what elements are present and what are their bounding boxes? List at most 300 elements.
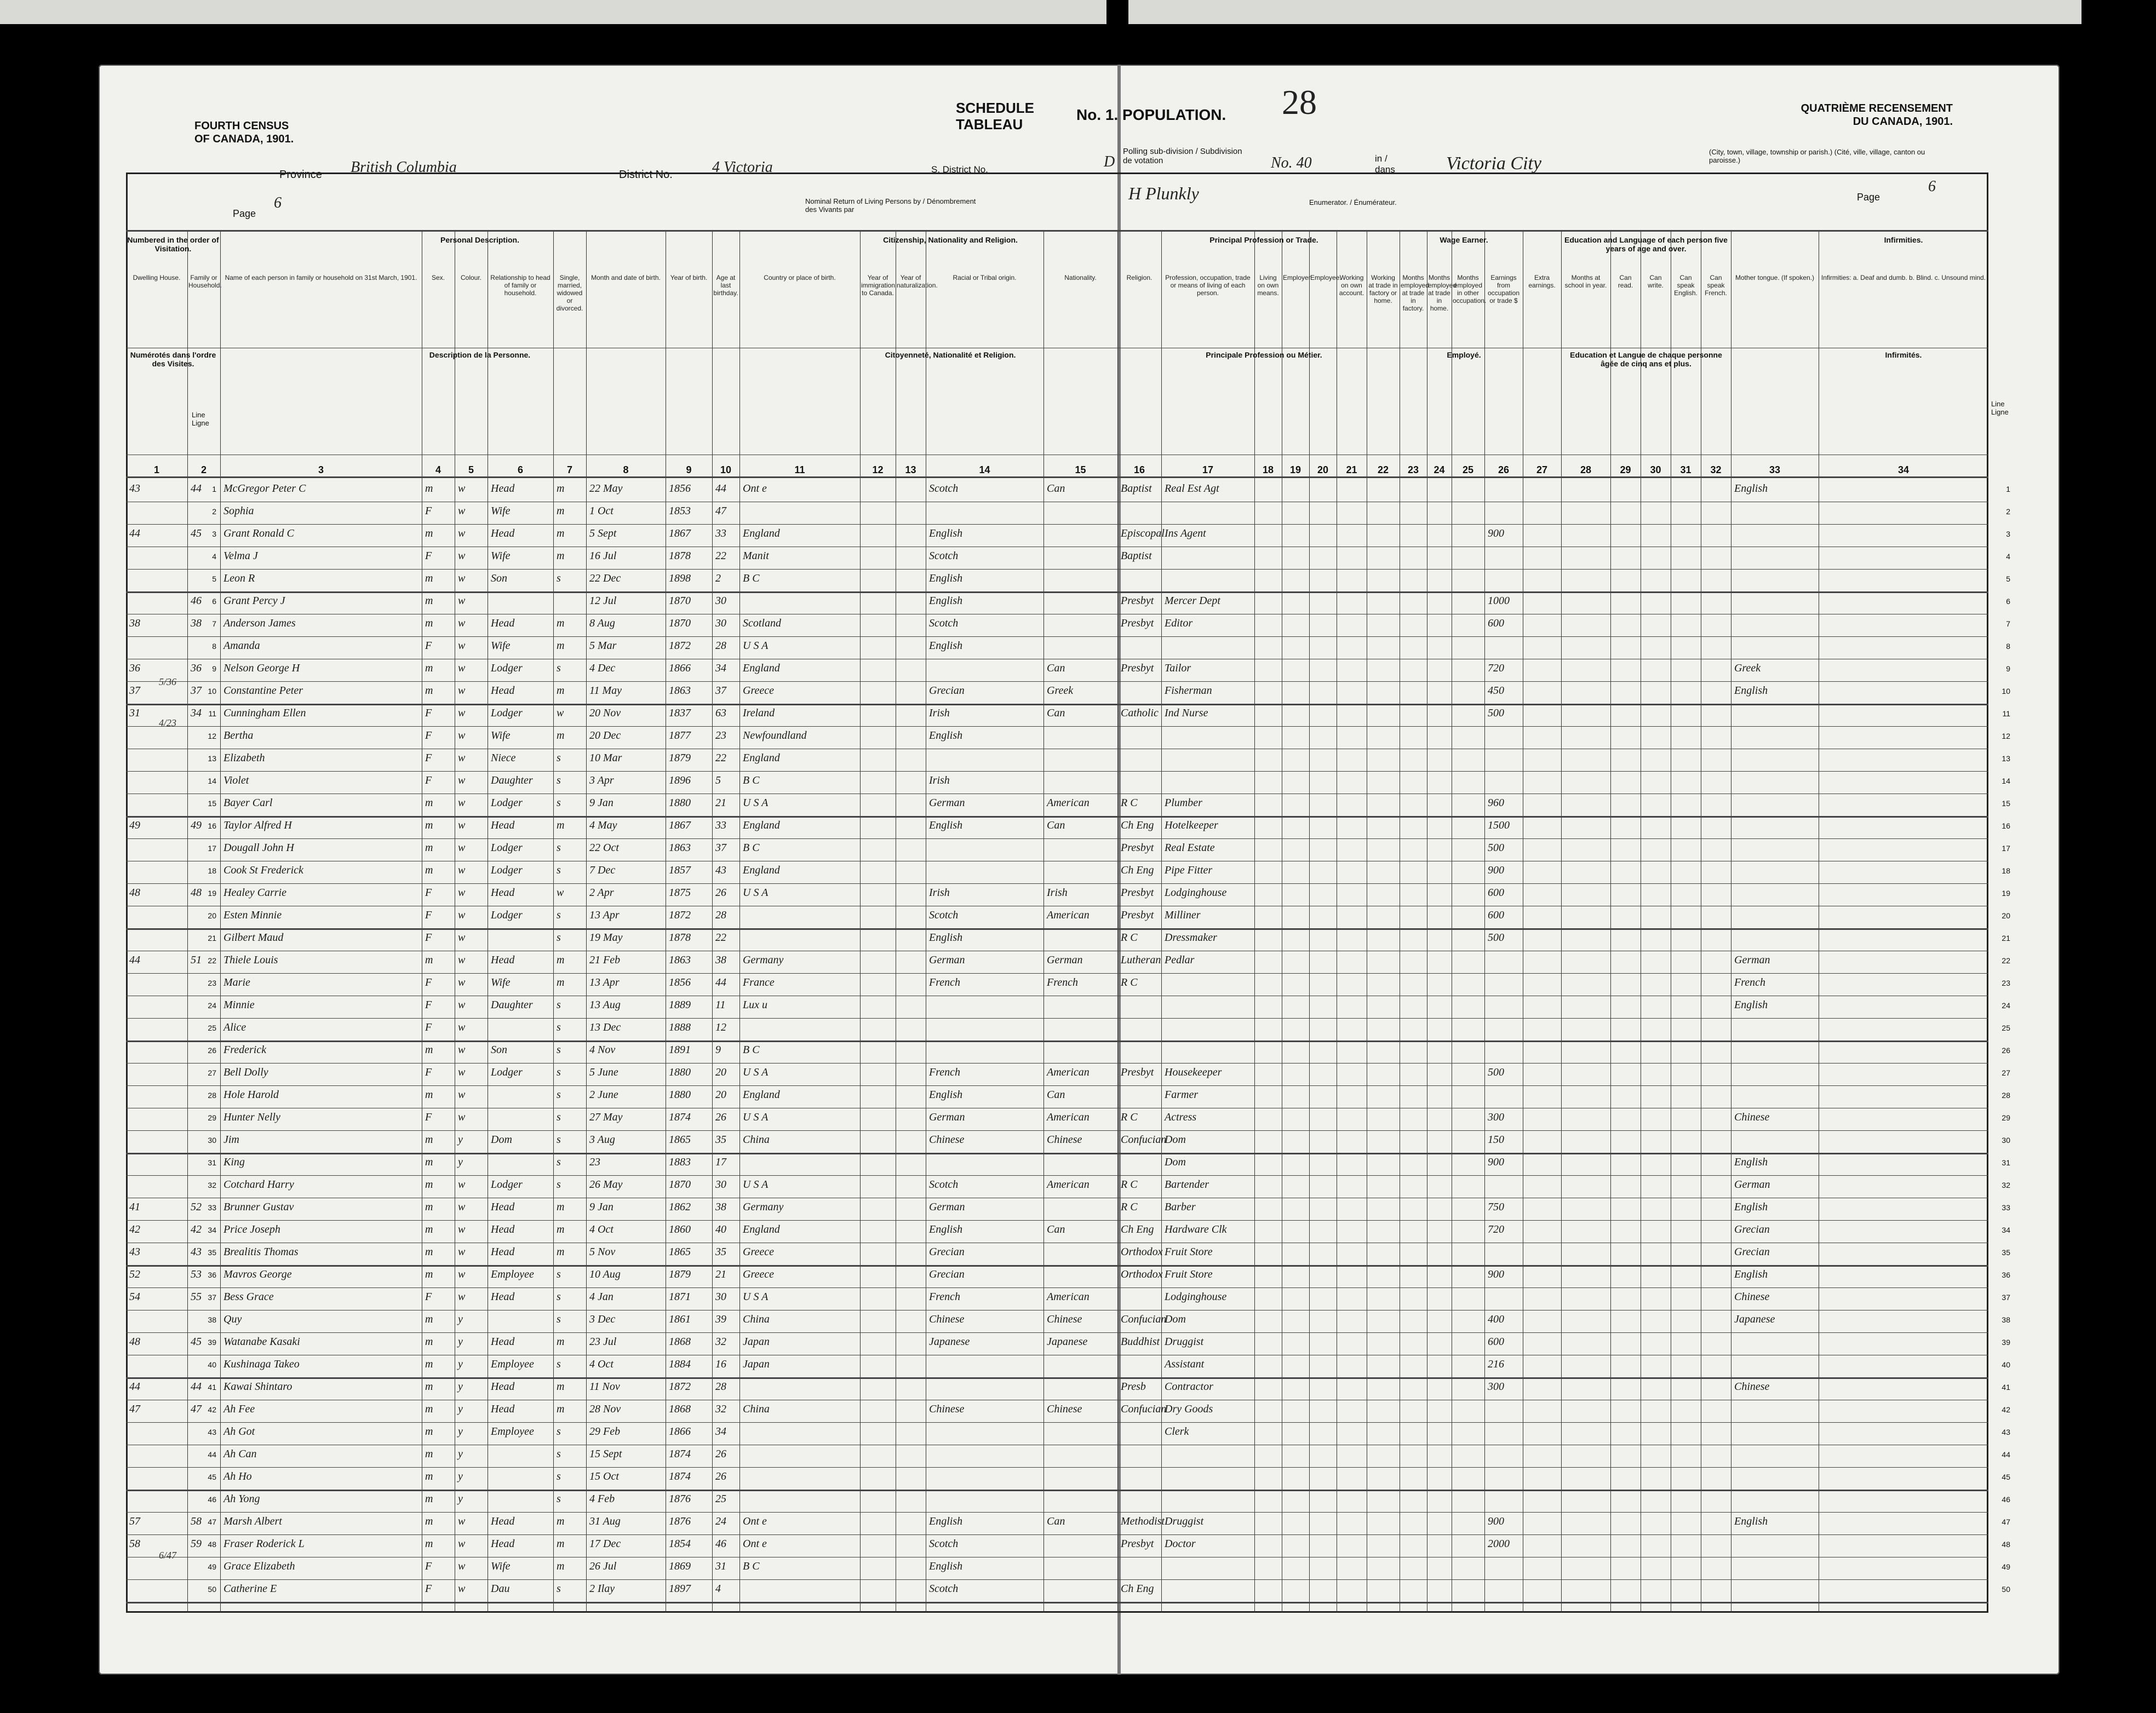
cell-colour: w xyxy=(458,1560,466,1572)
cell-occ: Druggist xyxy=(1165,1515,1204,1527)
column-number: 10 xyxy=(720,464,732,475)
line-number: 36 xyxy=(208,1271,216,1279)
cell-race: English xyxy=(929,1089,963,1101)
cell-status: m xyxy=(557,1246,565,1258)
cell-tongue: English xyxy=(1734,1201,1768,1213)
cell-name: Ah Ho xyxy=(223,1470,252,1482)
cell-rel: Daughter xyxy=(491,774,533,786)
cell-rel: Head xyxy=(491,819,515,831)
cell-fam: 46 xyxy=(191,595,202,607)
cell-name: Taylor Alfred H xyxy=(223,819,292,831)
cell-date: 9 Jan xyxy=(589,797,613,809)
cell-sex: m xyxy=(425,797,433,809)
column-number: 20 xyxy=(1317,464,1329,475)
cell-rel: Son xyxy=(491,572,507,584)
cell-sex: F xyxy=(425,1583,432,1595)
cell-sex: m xyxy=(425,1313,433,1325)
line-number: 1 xyxy=(2006,485,2010,493)
column-number: 3 xyxy=(318,464,324,475)
cell-colour: w xyxy=(458,527,466,539)
cell-year: 1891 xyxy=(669,1044,691,1056)
line-number: 22 xyxy=(2002,956,2010,965)
cell-colour: w xyxy=(458,932,466,944)
cell-year: 1861 xyxy=(669,1313,691,1325)
cell-house: 41 xyxy=(129,1201,140,1213)
column-rule xyxy=(553,230,554,1613)
line-number: 2 xyxy=(2006,507,2010,516)
cell-colour: w xyxy=(458,976,466,988)
cell-year: 1872 xyxy=(669,640,691,652)
cell-tongue: Grecian xyxy=(1734,1246,1770,1258)
cell-earn: 600 xyxy=(1488,1336,1504,1348)
cell-age: 47 xyxy=(715,505,726,517)
cell-relig: Presbyt xyxy=(1121,842,1154,854)
cell-fam: 47 xyxy=(191,1403,202,1415)
cell-age: 20 xyxy=(715,1089,726,1101)
cell-rel: Head xyxy=(491,482,515,495)
cell-age: 16 xyxy=(715,1358,726,1370)
line-number: 48 xyxy=(208,1540,216,1549)
line-number: 32 xyxy=(208,1181,216,1189)
cell-relig: Confucian xyxy=(1121,1313,1167,1325)
cell-colour: w xyxy=(458,1179,466,1191)
cell-nat: American xyxy=(1047,1111,1090,1123)
cell-sex: m xyxy=(425,1493,433,1505)
line-number: 36 xyxy=(2002,1271,2010,1279)
column-number: 6 xyxy=(517,464,523,475)
cell-date: 2 Apr xyxy=(589,887,614,899)
cell-age: 34 xyxy=(715,1425,726,1438)
cell-sex: m xyxy=(425,1201,433,1213)
cell-colour: w xyxy=(458,550,466,562)
cell-age: 26 xyxy=(715,1470,726,1482)
cell-status: s xyxy=(557,774,561,786)
cell-race: Scotch xyxy=(929,617,959,629)
cell-house: 57 xyxy=(129,1515,140,1527)
cell-age: 26 xyxy=(715,1448,726,1460)
schedule-label: SCHEDULE xyxy=(956,100,1035,116)
cell-race: Chinese xyxy=(929,1403,965,1415)
cell-colour: w xyxy=(458,1223,466,1235)
cell-age: 46 xyxy=(715,1538,726,1550)
line-number: 30 xyxy=(2002,1136,2010,1145)
cell-race: English xyxy=(929,819,963,831)
cell-colour: w xyxy=(458,1021,466,1033)
column-heading: Family or Household. xyxy=(188,274,222,289)
cell-name: Anderson James xyxy=(223,617,296,629)
cell-year: 1880 xyxy=(669,797,691,809)
cell-birth: U S A xyxy=(743,1179,769,1191)
cell-name: Catherine E xyxy=(223,1583,277,1595)
cell-age: 30 xyxy=(715,617,726,629)
row-rule xyxy=(126,928,1988,930)
line-number: 28 xyxy=(2002,1091,2010,1100)
column-number: 31 xyxy=(1680,464,1691,475)
cell-status: s xyxy=(557,1021,561,1033)
cell-birth: U S A xyxy=(743,887,769,899)
cell-age: 43 xyxy=(715,864,726,876)
cell-fam: 42 xyxy=(191,1223,202,1235)
cell-name: Hole Harold xyxy=(223,1089,279,1101)
cell-earn: 900 xyxy=(1488,864,1504,876)
cell-status: s xyxy=(557,1156,561,1168)
column-number: 27 xyxy=(1536,464,1548,475)
cell-rel: Son xyxy=(491,1044,507,1056)
cell-age: 35 xyxy=(715,1246,726,1258)
column-number: 21 xyxy=(1346,464,1357,475)
line-number: 43 xyxy=(208,1428,216,1436)
line-number: 11 xyxy=(208,709,216,718)
cell-year: 1872 xyxy=(669,1381,691,1393)
cell-year: 1866 xyxy=(669,662,691,674)
row-rule xyxy=(126,883,1988,884)
cell-race: Scotch xyxy=(929,909,959,921)
line-number: 33 xyxy=(2002,1203,2010,1212)
cell-nat: Can xyxy=(1047,1515,1065,1527)
cell-date: 29 Feb xyxy=(589,1425,621,1438)
cell-date: 21 Feb xyxy=(589,954,621,966)
line-number: 43 xyxy=(2002,1428,2010,1436)
cell-status: w xyxy=(557,707,564,719)
line-number: 38 xyxy=(2002,1315,2010,1324)
cell-sex: m xyxy=(425,595,433,607)
cell-status: s xyxy=(557,662,561,674)
enumerator-label: Enumerator. / Énumérateur. xyxy=(1309,198,1397,206)
cell-year: 1868 xyxy=(669,1403,691,1415)
cell-earn: 2000 xyxy=(1488,1538,1510,1550)
cell-name: Sophia xyxy=(223,505,254,517)
cell-status: m xyxy=(557,482,565,495)
column-number: 24 xyxy=(1433,464,1445,475)
cell-year: 1878 xyxy=(669,550,691,562)
cell-relig: R C xyxy=(1121,1201,1138,1213)
cell-name: Healey Carrie xyxy=(223,887,286,899)
cell-nat: German xyxy=(1047,954,1083,966)
cell-sex: m xyxy=(425,1403,433,1415)
cell-occ: Dom xyxy=(1165,1134,1186,1146)
cell-date: 10 Mar xyxy=(589,752,622,764)
column-number: 11 xyxy=(794,464,805,475)
cell-birth: Ireland xyxy=(743,707,775,719)
cell-tongue: Chinese xyxy=(1734,1381,1770,1393)
province-value: British Columbia xyxy=(351,159,457,176)
cell-date: 19 May xyxy=(589,932,623,944)
line-number: 24 xyxy=(2002,1001,2010,1010)
cell-rel: Wife xyxy=(491,976,511,988)
cell-occ: Contractor xyxy=(1165,1381,1213,1393)
line-number: 9 xyxy=(2006,664,2010,673)
line-number: 2 xyxy=(212,507,216,516)
cell-occ: Milliner xyxy=(1165,909,1201,921)
cell-birth: England xyxy=(743,819,780,831)
line-number: 20 xyxy=(2002,911,2010,920)
cell-sex: m xyxy=(425,1358,433,1370)
cell-fam: 59 xyxy=(191,1538,202,1550)
cell-status: s xyxy=(557,1111,561,1123)
cell-status: s xyxy=(557,1044,561,1056)
column-number: 28 xyxy=(1580,464,1592,475)
margin-note-1: 5/36 xyxy=(159,676,177,687)
cell-occ: Barber xyxy=(1165,1201,1196,1213)
row-rule xyxy=(126,704,1988,705)
line-number: 25 xyxy=(208,1024,216,1032)
cell-date: 15 Sept xyxy=(589,1448,622,1460)
column-number: 14 xyxy=(979,464,990,475)
cell-relig: Presb xyxy=(1121,1381,1146,1393)
line-number: 44 xyxy=(2002,1450,2010,1459)
cell-relig: R C xyxy=(1121,1111,1138,1123)
cell-age: 23 xyxy=(715,729,726,741)
cell-race: French xyxy=(929,976,961,988)
cell-colour: w xyxy=(458,1089,466,1101)
group-header-fr: Numérotés dans l'ordre des Visites. xyxy=(130,350,216,368)
cell-date: 4 Feb xyxy=(589,1493,615,1505)
line-number: 12 xyxy=(2002,732,2010,740)
cell-relig: Orthodox xyxy=(1121,1246,1163,1258)
cell-tongue: Chinese xyxy=(1734,1291,1770,1303)
cell-relig: Catholic xyxy=(1121,707,1159,719)
cell-name: Kushinaga Takeo xyxy=(223,1358,300,1370)
cell-race: French xyxy=(929,1066,961,1078)
row-rule xyxy=(126,591,1988,593)
cell-birth: Scotland xyxy=(743,617,781,629)
cell-birth: China xyxy=(743,1134,770,1146)
cell-occ: Dressmaker xyxy=(1165,932,1217,944)
row-rule xyxy=(126,1602,1988,1603)
cell-date: 11 Nov xyxy=(589,1381,620,1393)
column-number: 15 xyxy=(1075,464,1086,475)
cell-rel: Employee xyxy=(491,1358,534,1370)
cell-house: 49 xyxy=(129,819,140,831)
cell-date: 3 Aug xyxy=(589,1134,615,1146)
cell-earn: 400 xyxy=(1488,1313,1504,1325)
cell-status: s xyxy=(557,1089,561,1101)
cell-occ: Pedlar xyxy=(1165,954,1195,966)
cell-year: 1856 xyxy=(669,482,691,495)
cell-rel: Dom xyxy=(491,1134,512,1146)
line-number: 42 xyxy=(208,1405,216,1414)
group-header-fr: Infirmités. xyxy=(1885,350,1922,359)
row-rule xyxy=(126,1220,1988,1221)
cell-age: 22 xyxy=(715,932,726,944)
line-number: 45 xyxy=(2002,1473,2010,1481)
cell-birth: China xyxy=(743,1313,770,1325)
cell-birth: England xyxy=(743,527,780,539)
cell-age: 26 xyxy=(715,1111,726,1123)
cell-rel: Head xyxy=(491,1291,515,1303)
cell-house: 54 xyxy=(129,1291,140,1303)
line-number: 4 xyxy=(2006,552,2010,561)
cell-status: m xyxy=(557,617,565,629)
cell-status: s xyxy=(557,1066,561,1078)
cell-sex: F xyxy=(425,887,432,899)
cell-status: s xyxy=(557,1313,561,1325)
line-number: 7 xyxy=(2006,619,2010,628)
line-number: 47 xyxy=(208,1517,216,1526)
cell-sex: m xyxy=(425,617,433,629)
cell-name: Ah Got xyxy=(223,1425,255,1438)
row-rule xyxy=(126,230,1988,232)
column-number: 33 xyxy=(1769,464,1781,475)
cell-rel: Lodger xyxy=(491,662,523,674)
cell-status: m xyxy=(557,640,565,652)
cell-sex: m xyxy=(425,1538,433,1550)
cell-birth: England xyxy=(743,1089,780,1101)
cell-rel: Head xyxy=(491,1336,515,1348)
cell-race: French xyxy=(929,1291,961,1303)
cell-colour: w xyxy=(458,1246,466,1258)
cell-occ: Tailor xyxy=(1165,662,1191,674)
cell-status: m xyxy=(557,550,565,562)
cell-date: 3 Dec xyxy=(589,1313,616,1325)
cell-earn: 720 xyxy=(1488,1223,1504,1235)
cell-year: 1879 xyxy=(669,1268,691,1280)
group-header-fr: Employé. xyxy=(1447,350,1481,359)
line-number: 22 xyxy=(208,956,216,965)
cell-name: Frederick xyxy=(223,1044,267,1056)
cell-earn: 750 xyxy=(1488,1201,1504,1213)
column-number: 12 xyxy=(872,464,884,475)
cell-birth: England xyxy=(743,1223,780,1235)
line-number: 18 xyxy=(208,866,216,875)
line-number: 4 xyxy=(212,552,216,561)
cell-rel: Dau xyxy=(491,1583,510,1595)
line-number: 5 xyxy=(2006,574,2010,583)
cell-date: 13 Apr xyxy=(589,909,620,921)
cell-year: 1889 xyxy=(669,999,691,1011)
cell-occ: Ins Agent xyxy=(1165,527,1206,539)
row-rule xyxy=(126,1265,1988,1267)
cell-fam: 37 xyxy=(191,685,202,697)
cell-date: 9 Jan xyxy=(589,1201,613,1213)
cell-earn: 500 xyxy=(1488,842,1504,854)
cell-colour: w xyxy=(458,797,466,809)
cell-occ: Actress xyxy=(1165,1111,1197,1123)
column-heading: Year of naturalization. xyxy=(897,274,938,289)
line-number: 19 xyxy=(2002,889,2010,898)
district-value: 4 Victoria xyxy=(712,159,773,176)
cell-race: Grecian xyxy=(929,1246,965,1258)
cell-year: 1860 xyxy=(669,1223,691,1235)
cell-name: Watanabe Kasaki xyxy=(223,1336,300,1348)
group-header-en: Numbered in the order of Visitation. xyxy=(127,235,219,253)
column-number: 30 xyxy=(1650,464,1661,475)
cell-relig: Baptist xyxy=(1121,550,1152,562)
column-heading: Extra earnings. xyxy=(1528,274,1556,289)
cell-colour: w xyxy=(458,572,466,584)
stamp-number: 28 xyxy=(1282,83,1317,122)
tableau-label: TABLEAU xyxy=(956,116,1023,133)
column-heading: Can speak French. xyxy=(1705,274,1727,297)
cell-year: 1874 xyxy=(669,1470,691,1482)
column-rule xyxy=(1117,230,1118,1613)
cell-tongue: English xyxy=(1734,999,1768,1011)
cell-name: Alice xyxy=(223,1021,246,1033)
cell-occ: Real Estate xyxy=(1165,842,1215,854)
cell-race: Scotch xyxy=(929,1538,959,1550)
cell-relig: Lutheran xyxy=(1121,954,1161,966)
cell-fam: 45 xyxy=(191,527,202,539)
cell-sex: m xyxy=(425,685,433,697)
line-number: 47 xyxy=(2002,1517,2010,1526)
cell-nat: Can xyxy=(1047,1223,1065,1235)
cell-fam: 34 xyxy=(191,707,202,719)
cell-date: 31 Aug xyxy=(589,1515,621,1527)
cell-age: 37 xyxy=(715,685,726,697)
cell-colour: w xyxy=(458,505,466,517)
cell-fam: 49 xyxy=(191,819,202,831)
column-rule xyxy=(712,230,713,1613)
cell-date: 13 Aug xyxy=(589,999,621,1011)
cell-fam: 52 xyxy=(191,1201,202,1213)
cell-status: m xyxy=(557,1538,565,1550)
line-number: 3 xyxy=(212,530,216,538)
cell-sex: F xyxy=(425,752,432,764)
cell-year: 1877 xyxy=(669,729,691,741)
cell-age: 35 xyxy=(715,1134,726,1146)
page-value-left: 6 xyxy=(274,194,282,211)
cell-colour: y xyxy=(458,1313,463,1325)
cell-sex: m xyxy=(425,1381,433,1393)
cell-date: 26 May xyxy=(589,1179,623,1191)
cell-age: 32 xyxy=(715,1403,726,1415)
page-value-right: 6 xyxy=(1928,178,1936,195)
cell-rel: Wife xyxy=(491,505,511,517)
cell-status: m xyxy=(557,1560,565,1572)
cell-status: m xyxy=(557,1201,565,1213)
cell-year: 1880 xyxy=(669,1066,691,1078)
cell-rel: Head xyxy=(491,1223,515,1235)
cell-fam: 55 xyxy=(191,1291,202,1303)
cell-rel: Head xyxy=(491,617,515,629)
cell-birth: B C xyxy=(743,842,760,854)
cell-colour: w xyxy=(458,685,466,697)
cell-relig: Ch Eng xyxy=(1121,1583,1154,1595)
cell-relig: Confucian xyxy=(1121,1134,1167,1146)
column-number: 17 xyxy=(1202,464,1214,475)
cell-race: Chinese xyxy=(929,1313,965,1325)
cell-colour: w xyxy=(458,774,466,786)
cell-rel: Niece xyxy=(491,752,516,764)
cell-rel: Lodger xyxy=(491,797,523,809)
cell-relig: Presbyt xyxy=(1121,1066,1154,1078)
cell-sex: m xyxy=(425,572,433,584)
row-rule xyxy=(126,569,1988,570)
cell-colour: y xyxy=(458,1336,463,1348)
cell-sex: m xyxy=(425,1044,433,1056)
column-heading: Year of immigration to Canada. xyxy=(861,274,896,297)
cell-relig: Ch Eng xyxy=(1121,819,1154,831)
district-label: District No. xyxy=(619,169,673,181)
line-number: 41 xyxy=(208,1383,216,1392)
group-header-en: Education and Language of each person five years of age and over. xyxy=(1564,235,1728,253)
cell-relig: Baptist xyxy=(1121,482,1152,495)
cell-house: 47 xyxy=(129,1403,140,1415)
cell-status: s xyxy=(557,752,561,764)
column-heading: Months employed in other occupation. xyxy=(1453,274,1487,304)
column-heading: Colour. xyxy=(460,274,482,281)
cell-birth: Lux u xyxy=(743,999,767,1011)
cell-colour: y xyxy=(458,1448,463,1460)
group-header-fr: Description de la Personne. xyxy=(429,350,531,359)
column-number: 7 xyxy=(566,464,572,475)
cell-name: Quy xyxy=(223,1313,242,1325)
cell-sex: F xyxy=(425,729,432,741)
cell-age: 9 xyxy=(715,1044,721,1056)
cell-name: Violet xyxy=(223,774,249,786)
column-heading: Racial or Tribal origin. xyxy=(953,274,1017,281)
cell-rel: Lodger xyxy=(491,707,523,719)
